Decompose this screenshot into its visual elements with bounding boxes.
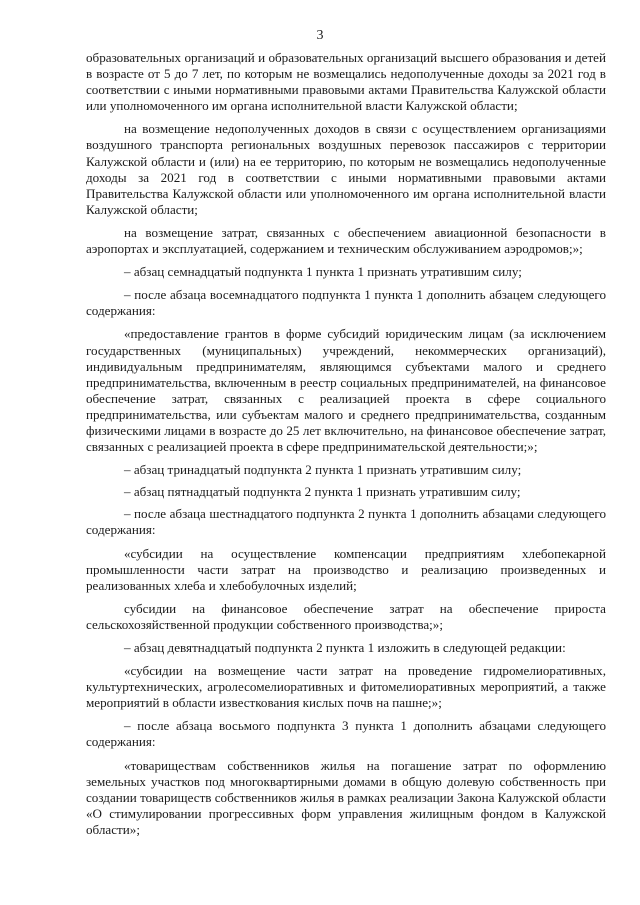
paragraph: на возмещение затрат, связанных с обеспечением авиационной безопасности в аэропортах и эксплуатацией, содержанием и техническим обслуживанием аэродромов;»; <box>86 224 606 257</box>
paragraph: на возмещение недополученных доходов в связи с осуществлением организациями воздушного транспорта региональных воздушных перевозок пассажиров с территории Калужской области и (или) на ее территорию, по которым не возмещались недополученные доходы за 2021 год в соответствии с иными нормативными правовыми актами Правительства Калужской области или уполномоченного им органа исполнительной власти Калужской области; <box>86 121 606 217</box>
paragraph: образовательных организаций и образовательных организаций высшего образования и детей в возрасте от 5 до 7 лет, по которым не возмещались недополученные доходы за 2021 год в соответствии с иными нормативными правовыми актами Правительства Калужской области или уполномоченного им органа исполнительной власти Калужской области; <box>86 50 606 114</box>
amendment-item: – после абзаца восьмого подпункта 3 пункта 1 дополнить абзацами следующего содержания: <box>86 718 606 750</box>
amendment-item: – абзац тринадцатый подпункта 2 пункта 1 признать утратившим силу; <box>124 462 522 478</box>
document-body <box>86 50 606 845</box>
quoted-paragraph: «товариществам собственников жилья на погашение затрат по оформлению земельных участков под многоквартирными домами в общую долевую собственность при создании товариществ собственников жилья в рамках реализации Закона Калужской области «О стимулировании прогрессивных форм управления жилищным фондом в Калужской области»; <box>86 757 606 837</box>
amendment-item: – абзац семнадцатый подпункта 1 пункта 1 признать утратившим силу; <box>124 264 522 280</box>
amendment-item: – после абзаца шестнадцатого подпункта 2 пункта 1 дополнить абзацами следующего содержания: <box>86 506 606 538</box>
quoted-paragraph: «предоставление грантов в форме субсидий юридическим лицам (за исключением государственных (муниципальных) учреждений, некоммерческих организаций), индивидуальным предпринимателям, являющимся субъектами малого и среднего предпринимательства, включенным в реестр социальных предпринимателей, на финансовое обеспечение затрат, связанных с реализацией проекта в сфере социального предпринимательства, или субъектам малого и среднего предпринимательства, созданным физическими лицами в возрасте до 25 лет включительно, на финансовое обеспечение затрат, связанных с реализацией проекта в сфере предпринимательской деятельности;»; <box>86 326 606 455</box>
page-number: 3 <box>316 28 324 43</box>
amendment-item: – абзац пятнадцатый подпункта 2 пункта 1 признать утратившим силу; <box>124 484 521 500</box>
amendment-item: – после абзаца восемнадцатого подпункта 1 пункта 1 дополнить абзацем следующего содержания: <box>86 287 606 319</box>
amendment-item: – абзац девятнадцатый подпункта 2 пункта 1 изложить в следующей редакции: <box>124 640 566 655</box>
quoted-paragraph: субсидии на финансовое обеспечение затрат на обеспечение прироста сельскохозяйственной продукции собственного производства;»; <box>86 600 606 632</box>
quoted-paragraph: «субсидии на возмещение части затрат на проведение гидромелиоративных, культуртехнических, агролесомелиоративных и фитомелиоративных мероприятий, а также мероприятий в области известкования кислых почв на пашне;»; <box>86 663 606 711</box>
quoted-paragraph: «субсидии на осуществление компенсации предприятиям хлебопекарной промышленности части затрат на производство и реализацию произведенных и реализованных хлеба и хлебобулочных изделий; <box>86 545 606 593</box>
